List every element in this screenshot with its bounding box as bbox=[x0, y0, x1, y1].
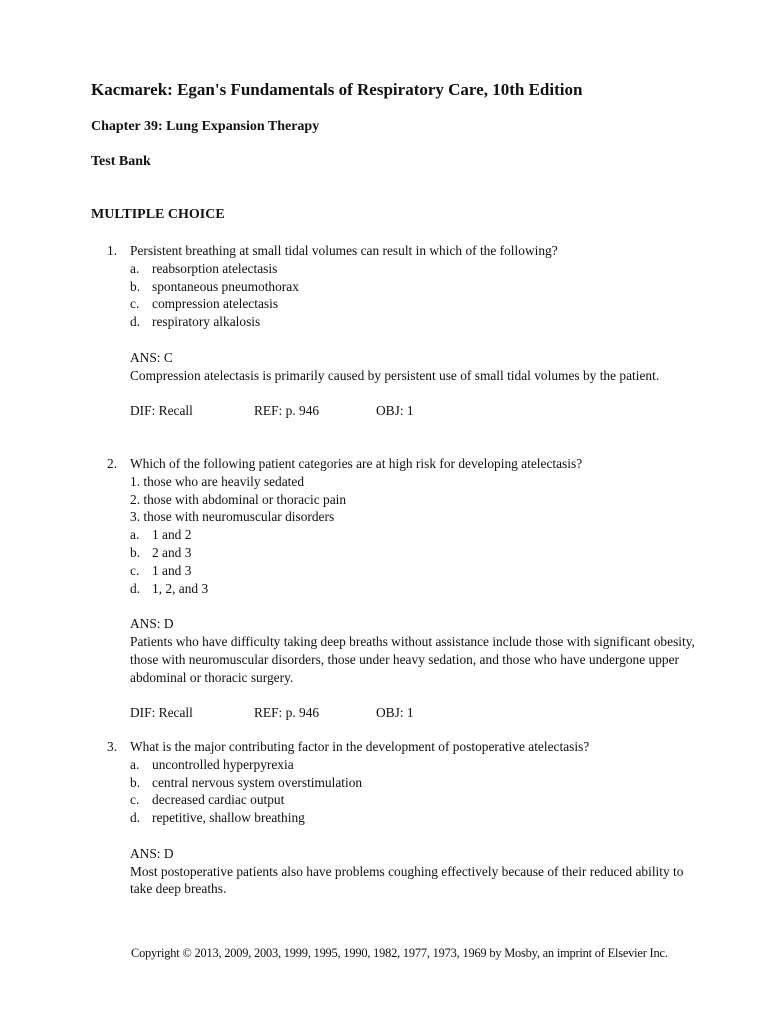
answer-option bbox=[107, 791, 707, 809]
answer-key: ANS: D bbox=[130, 845, 174, 861]
option-letter: b. bbox=[130, 774, 141, 790]
question-metadata bbox=[107, 402, 707, 420]
answer-option bbox=[107, 809, 707, 827]
question-3 bbox=[107, 738, 707, 898]
question-1 bbox=[107, 242, 707, 420]
answer-rationale: Patients who have difficulty taking deep breaths without assistance include those with significant obesity, those with neuromuscular disorders, those under heavy sedation, and those who have undergone upper abdominal or thoracic surgery. bbox=[130, 633, 695, 685]
option-text: spontaneous pneumothorax bbox=[152, 278, 299, 294]
option-letter: b. bbox=[130, 544, 141, 560]
option-letter: d. bbox=[130, 810, 141, 826]
answer-key: ANS: C bbox=[130, 349, 173, 365]
statement-item: 1. those who are heavily sedated bbox=[130, 473, 305, 489]
option-letter: c. bbox=[130, 296, 140, 312]
option-text: 2 and 3 bbox=[152, 544, 192, 560]
answer-rationale: Compression atelectasis is primarily caused by persistent use of small tidal volumes by the patient. bbox=[130, 367, 660, 383]
option-text: respiratory alkalosis bbox=[152, 314, 261, 330]
option-text: repetitive, shallow breathing bbox=[152, 810, 305, 826]
option-letter: d. bbox=[130, 580, 141, 596]
difficulty: DIF: Recall bbox=[130, 705, 193, 721]
page-reference: REF: p. 946 bbox=[254, 705, 320, 721]
objective: OBJ: 1 bbox=[376, 403, 414, 419]
option-letter: a. bbox=[130, 527, 140, 543]
option-text: compression atelectasis bbox=[152, 296, 279, 312]
answer-option bbox=[107, 260, 707, 278]
section-title: MULTIPLE CHOICE bbox=[91, 207, 225, 222]
answer-key: ANS: D bbox=[130, 616, 174, 632]
answer-option bbox=[107, 526, 707, 544]
option-text: reabsorption atelectasis bbox=[152, 260, 278, 276]
answer-option bbox=[107, 562, 707, 580]
answer-option bbox=[107, 295, 707, 313]
answer-option bbox=[107, 278, 707, 296]
question-stem bbox=[107, 242, 707, 260]
answer-option bbox=[107, 313, 707, 331]
question-2 bbox=[107, 455, 707, 722]
option-letter: c. bbox=[130, 562, 140, 578]
option-letter: d. bbox=[130, 314, 141, 330]
option-text: decreased cardiac output bbox=[152, 792, 285, 808]
question-text: Persistent breathing at small tidal volumes can result in which of the following? bbox=[130, 243, 558, 258]
question-text: What is the major contributing factor in the development of postoperative atelectasis? bbox=[130, 739, 590, 754]
question-stem bbox=[107, 738, 707, 756]
answer-option bbox=[107, 580, 707, 598]
option-text: central nervous system overstimulation bbox=[152, 774, 363, 790]
document-title: Kacmarek: Egan's Fundamentals of Respiratory Care, 10th Edition bbox=[91, 80, 583, 99]
option-text: uncontrolled hyperpyrexia bbox=[152, 756, 294, 772]
question-number: 1. bbox=[107, 243, 118, 258]
option-letter: a. bbox=[130, 756, 140, 772]
question-number: 3. bbox=[107, 739, 118, 754]
answer-option bbox=[107, 774, 707, 792]
difficulty: DIF: Recall bbox=[130, 403, 193, 419]
option-text: 1 and 2 bbox=[152, 527, 192, 543]
document-subtitle: Test Bank bbox=[91, 154, 151, 169]
answer-option bbox=[107, 756, 707, 774]
chapter-title: Chapter 39: Lung Expansion Therapy bbox=[91, 119, 320, 134]
answer-option bbox=[107, 544, 707, 562]
question-metadata bbox=[107, 704, 707, 722]
question-text: Which of the following patient categories are at high risk for developing atelectasis? bbox=[130, 456, 583, 471]
option-text: 1 and 3 bbox=[152, 562, 192, 578]
answer-rationale: Most postoperative patients also have problems coughing effectively because of their reduced ability to take deep breaths. bbox=[130, 863, 684, 897]
option-letter: c. bbox=[130, 792, 140, 808]
question-stem bbox=[107, 455, 707, 473]
statement-item: 2. those with abdominal or thoracic pain bbox=[130, 491, 347, 507]
option-letter: b. bbox=[130, 278, 141, 294]
copyright-notice: Copyright © 2013, 2009, 2003, 1999, 1995, 1990, 1982, 1977, 1973, 1969 by Mosby, an imprint of Elsevier Inc. bbox=[131, 946, 668, 960]
question-number: 2. bbox=[107, 456, 118, 471]
option-text: 1, 2, and 3 bbox=[152, 580, 209, 596]
page-reference: REF: p. 946 bbox=[254, 403, 320, 419]
statement-item: 3. those with neuromuscular disorders bbox=[130, 509, 335, 525]
objective: OBJ: 1 bbox=[376, 705, 414, 721]
option-letter: a. bbox=[130, 260, 140, 276]
